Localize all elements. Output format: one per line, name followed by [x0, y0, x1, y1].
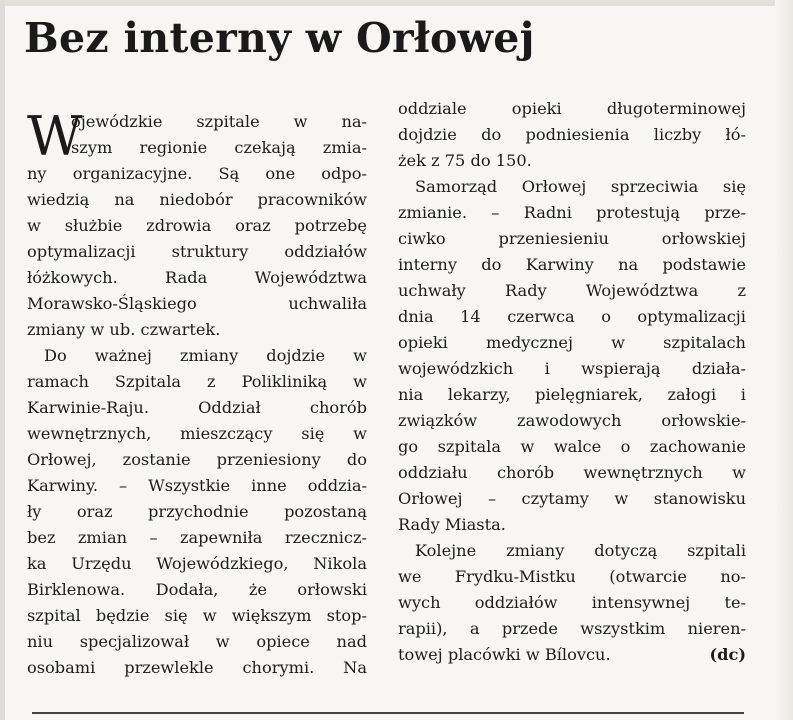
- bottom-rule: [32, 712, 744, 714]
- text-line: dojdzie do podniesienia liczby łó-: [398, 125, 746, 144]
- text-line: dnia 14 czerwca o optymalizacji: [398, 307, 746, 326]
- article-headline: Bez interny w Orłowej: [24, 14, 535, 62]
- text-line: oddziale opieki długoterminowej: [398, 99, 746, 118]
- closing-line: towej placówki w Bílovcu.: [398, 645, 611, 664]
- text-line: nia lekarzy, pielęgniarek, załogi i: [398, 385, 746, 404]
- text-line: w służbie zdrowia oraz potrzebę: [27, 216, 367, 235]
- text-line: rapii), a przede wszystkim nieren-: [398, 619, 746, 638]
- text-line: uchwały Rady Województwa z: [398, 281, 746, 300]
- text-line: wewnętrznych, mieszczący się w: [27, 424, 367, 443]
- text-line: niu specjalizował w opiece nad: [27, 632, 367, 651]
- text-line: ny organizacyjne. Są one odpo-: [27, 164, 367, 183]
- page-top-edge: [0, 0, 793, 6]
- text-line: zmianie. – Radni protestują prze-: [398, 203, 746, 222]
- text-line: Kolejne zmiany dotyczą szpitali: [415, 541, 746, 560]
- text-line: ły oraz przychodnie pozostaną: [27, 502, 367, 521]
- text-line: Do ważnej zmiany dojdzie w: [44, 346, 367, 365]
- text-line: Karwinie-Raju. Oddział chorób: [27, 398, 367, 417]
- article-column-right: [398, 96, 746, 668]
- text-line: szym regionie czekają zmia-: [71, 138, 367, 157]
- text-line: Karwiny. – Wszystkie inne oddzia-: [27, 476, 367, 495]
- text-line: szpital będzie się w większym stop-: [27, 606, 367, 625]
- text-line: optymalizacji struktury oddziałów: [27, 242, 367, 261]
- article-column-left: [27, 105, 367, 681]
- text-line: ka Urzędu Wojewódzkiego, Nikola: [27, 554, 367, 573]
- text-line: żek z 75 do 150.: [398, 151, 532, 170]
- text-line: wych oddziałów intensywnej te-: [398, 593, 746, 612]
- drop-cap: W: [27, 105, 83, 168]
- text-line: ojewódzkie szpitale w na-: [71, 112, 367, 131]
- text-line: bez zmian – zapewniła rzecznicz-: [27, 528, 367, 547]
- text-line: Morawsko-Śląskiego uchwaliła: [27, 294, 367, 313]
- text-line: ciwko przeniesieniu orłowskiej: [398, 229, 746, 248]
- text-line: Orłowej, zostanie przeniesiony do: [27, 450, 367, 469]
- closing-line-row: [398, 642, 746, 668]
- text-line: Rady Miasta.: [398, 515, 506, 534]
- text-line: opieki medycznej w szpitalach: [398, 333, 746, 352]
- page-left-edge: [0, 0, 5, 720]
- text-line: zmiany w ub. czwartek.: [27, 320, 221, 339]
- text-line: osobami przewlekle chorymi. Na: [27, 658, 367, 677]
- text-line: interny do Karwiny na podstawie: [398, 255, 746, 274]
- text-line: wojewódzkich i wspierają działa-: [398, 359, 746, 378]
- text-line: Birklenowa. Dodała, że orłowski: [27, 580, 367, 599]
- text-line: ramach Szpitala z Polikliniką w: [27, 372, 367, 391]
- text-line: związków zawodowych orłowskie-: [398, 411, 746, 430]
- text-line: łóżkowych. Rada Województwa: [27, 268, 367, 287]
- text-line: we Frydku-Mistku (otwarcie no-: [398, 567, 746, 586]
- author-signature: (dc): [709, 645, 746, 664]
- text-line: go szpitala w walce o zachowanie: [398, 437, 746, 456]
- text-line: Samorząd Orłowej sprzeciwia się: [415, 177, 746, 196]
- text-line: Orłowej – czytamy w stanowisku: [398, 489, 746, 508]
- text-line: wiedzią na niedobór pracowników: [27, 190, 367, 209]
- page-right-edge: [775, 0, 793, 720]
- text-line: oddziału chorób wewnętrznych w: [398, 463, 746, 482]
